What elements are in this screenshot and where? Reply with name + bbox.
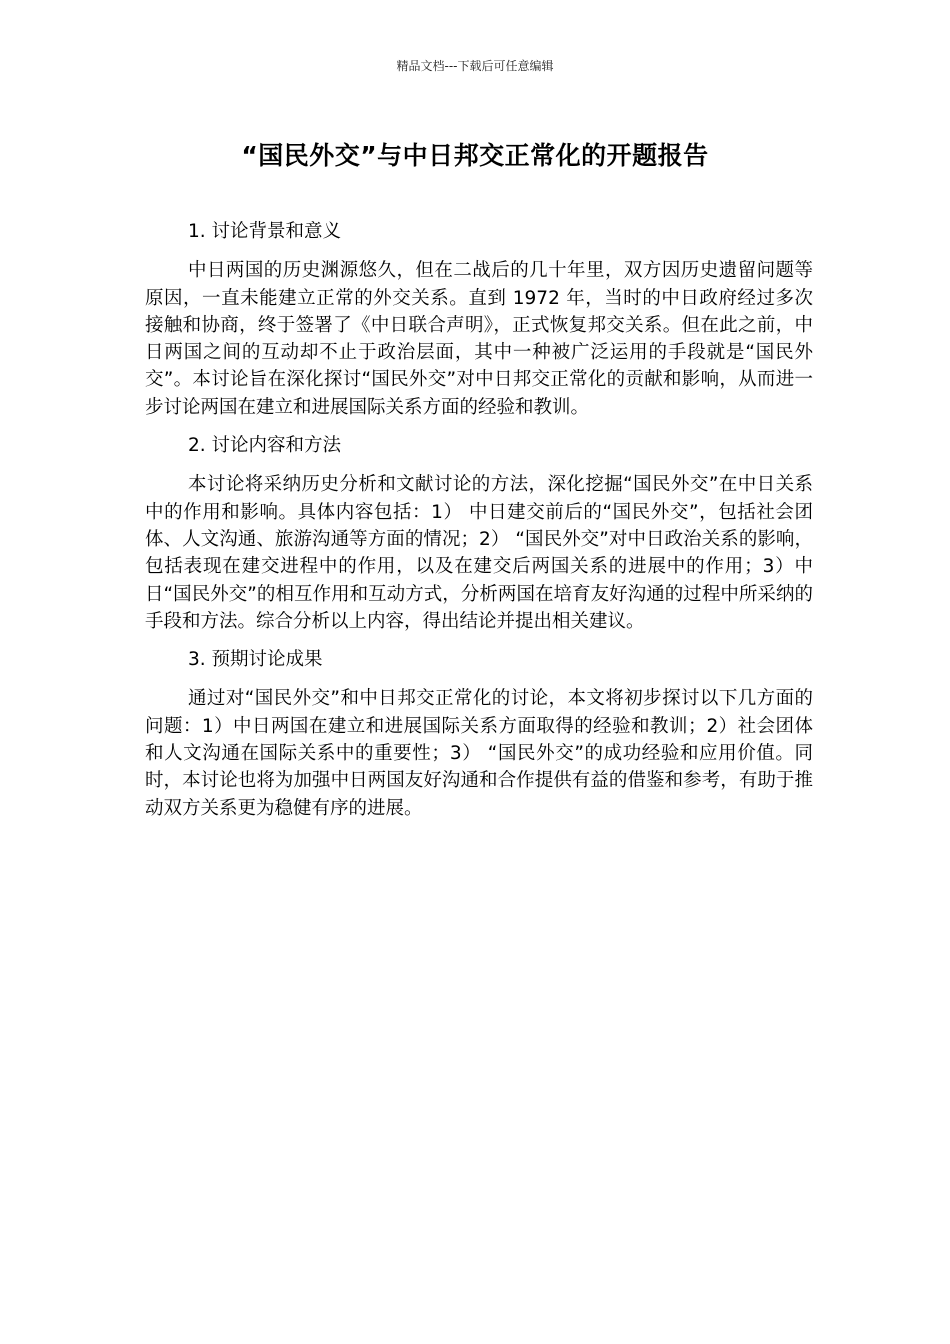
section-background bbox=[145, 218, 813, 421]
section-paragraph: 本讨论将采纳历史分析和文献讨论的方法，深化挖掘“国民外交”在中日关系中的作用和影响。具体内容包括：1） 中日建交前后的“国民外交”，包括社会团体、人文沟通、旅游沟通等方面的情况；2） “国民外交”对中日政治关系的影响，包括表现在建交进程中的作用，以及在建交后两国关系的进展中的作用；3）中日“国民外交”的相互作用和互动方式，分析两国在培育友好沟通的过程中所采纳的手段和方法。综合分析以上内容，得出结论并提出相关建议。 bbox=[145, 474, 813, 632]
section-heading: 1. 讨论背景和意义 bbox=[188, 221, 342, 242]
document-title: “国民外交”与中日邦交正常化的开题报告 bbox=[241, 141, 709, 170]
section-heading: 3. 预期讨论成果 bbox=[188, 649, 323, 671]
page-header: 精品文档---下载后可任意编辑 bbox=[396, 59, 554, 73]
section-expected-results bbox=[145, 646, 813, 822]
section-content-method bbox=[145, 432, 813, 635]
document-body bbox=[145, 218, 813, 833]
section-paragraph: 中日两国的历史渊源悠久，但在二战后的几十年里，双方因历史遗留问题等原因，一直未能建立正常的外交关系。直到 1972 年，当时的中日政府经过多次接触和协商，终于签署了《中日联合声明》，正式恢复邦交关系。但在此之前，中日两国之间的互动却不止于政治层面，其中一种被广泛运用的手段就是“国民外交”。本讨论旨在深化探讨“国民外交”对中日邦交正常化的贡献和影响，从而进一步讨论两国在建立和进展国际关系方面的经验和教训。 bbox=[145, 260, 813, 418]
section-paragraph: 通过对“国民外交”和中日邦交正常化的讨论，本文将初步探讨以下几方面的问题：1）中日两国在建立和进展国际关系方面取得的经验和教训；2）社会团体和人文沟通在国际关系中的重要性；3） “国民外交”的成功经验和应用价值。同时，本讨论也将为加强中日两国友好沟通和合作提供有益的借鉴和参考，有助于推动双方关系更为稳健有序的进展。 bbox=[145, 688, 813, 819]
section-heading: 2. 讨论内容和方法 bbox=[188, 435, 342, 457]
